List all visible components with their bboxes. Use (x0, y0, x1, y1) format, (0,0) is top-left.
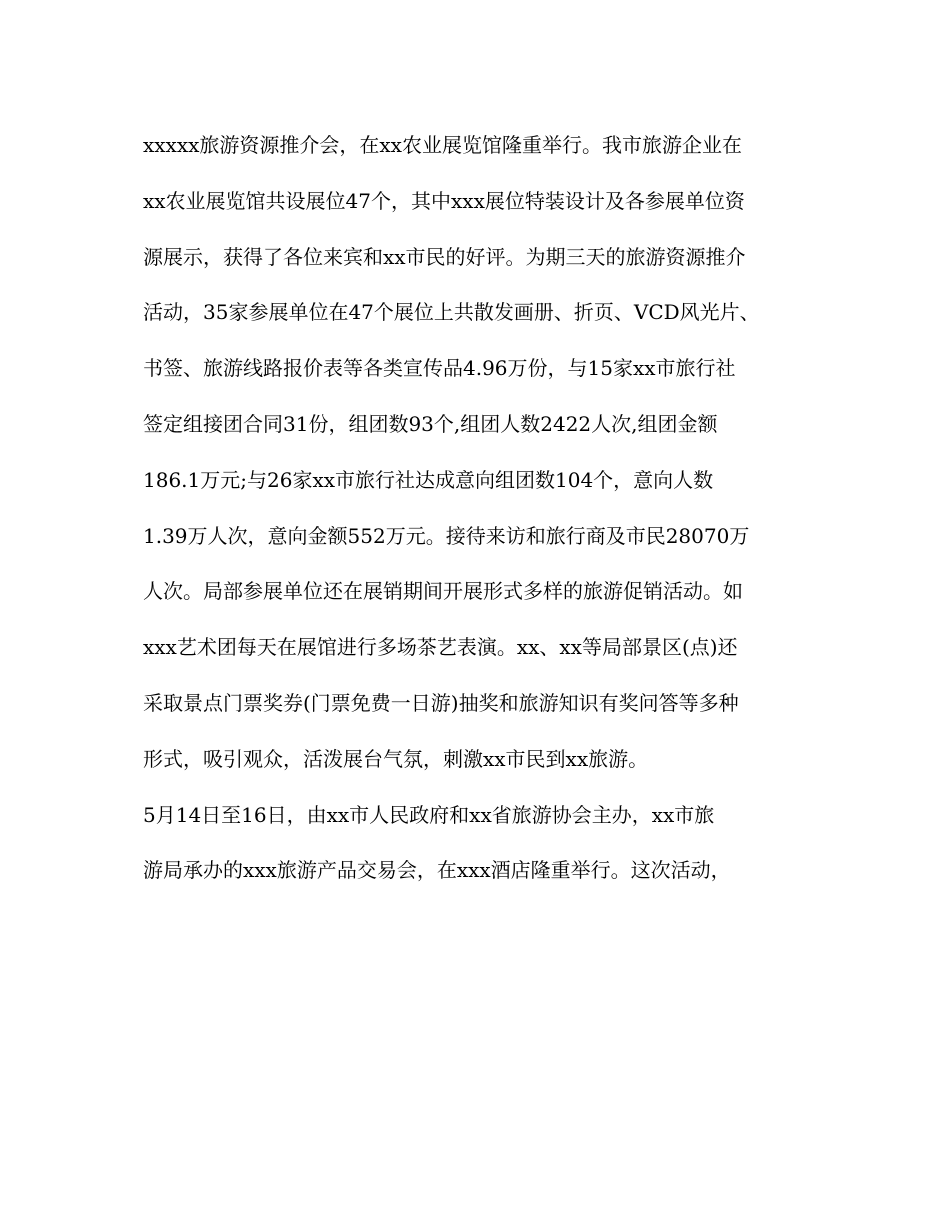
text-line-6: 签定组接团合同31份，组团数93个,组团人数2422人次,组团金额 (143, 411, 718, 436)
text-line-3: 源展示，获得了各位来宾和xx市民的好评。为期三天的旅游资源推介 (143, 244, 746, 269)
text-line-7: 186.1万元;与26家xx市旅行社达成意向组团数104个，意向人数 (143, 467, 714, 492)
text-line-9: 人次。局部参展单位还在展销期间开展形式多样的旅游促销活动。如 (143, 579, 743, 604)
text-line-8: 1.39万人次，意向金额552万元。接待来访和旅行商及市民28070万 (143, 523, 750, 548)
text-line-11: 采取景点门票奖券(门票免费一日游)抽奖和旅游知识有奖问答等多种 (143, 690, 739, 715)
text-line-10: xxx艺术团每天在展馆进行多场茶艺表演。xx、xx等局部景区(点)还 (143, 635, 738, 660)
text-line-12: 形式，吸引观众，活泼展台气氛，刺激xx市民到xx旅游。 (143, 746, 649, 771)
text-line-2: xx农业展览馆共设展位47个，其中xxx展位特装设计及各参展单位资 (143, 188, 745, 213)
text-line-1: xxxxx旅游资源推介会，在xx农业展览馆隆重举行。我市旅游企业在 (143, 133, 742, 157)
body-text (143, 118, 823, 899)
text-line-13: 5月14日至16日，由xx市人民政府和xx省旅游协会主办，xx市旅 (143, 802, 715, 827)
text-line-14: 游局承办的xxx旅游产品交易会，在xxx酒店隆重举行。这次活动， (143, 858, 731, 883)
text-line-5: 书签、旅游线路报价表等各类宣传品4.96万份，与15家xx市旅行社 (143, 356, 736, 381)
text-line-4: 活动，35家参展单位在47个展位上共散发画册、折页、VCD风光片、 (143, 300, 760, 325)
